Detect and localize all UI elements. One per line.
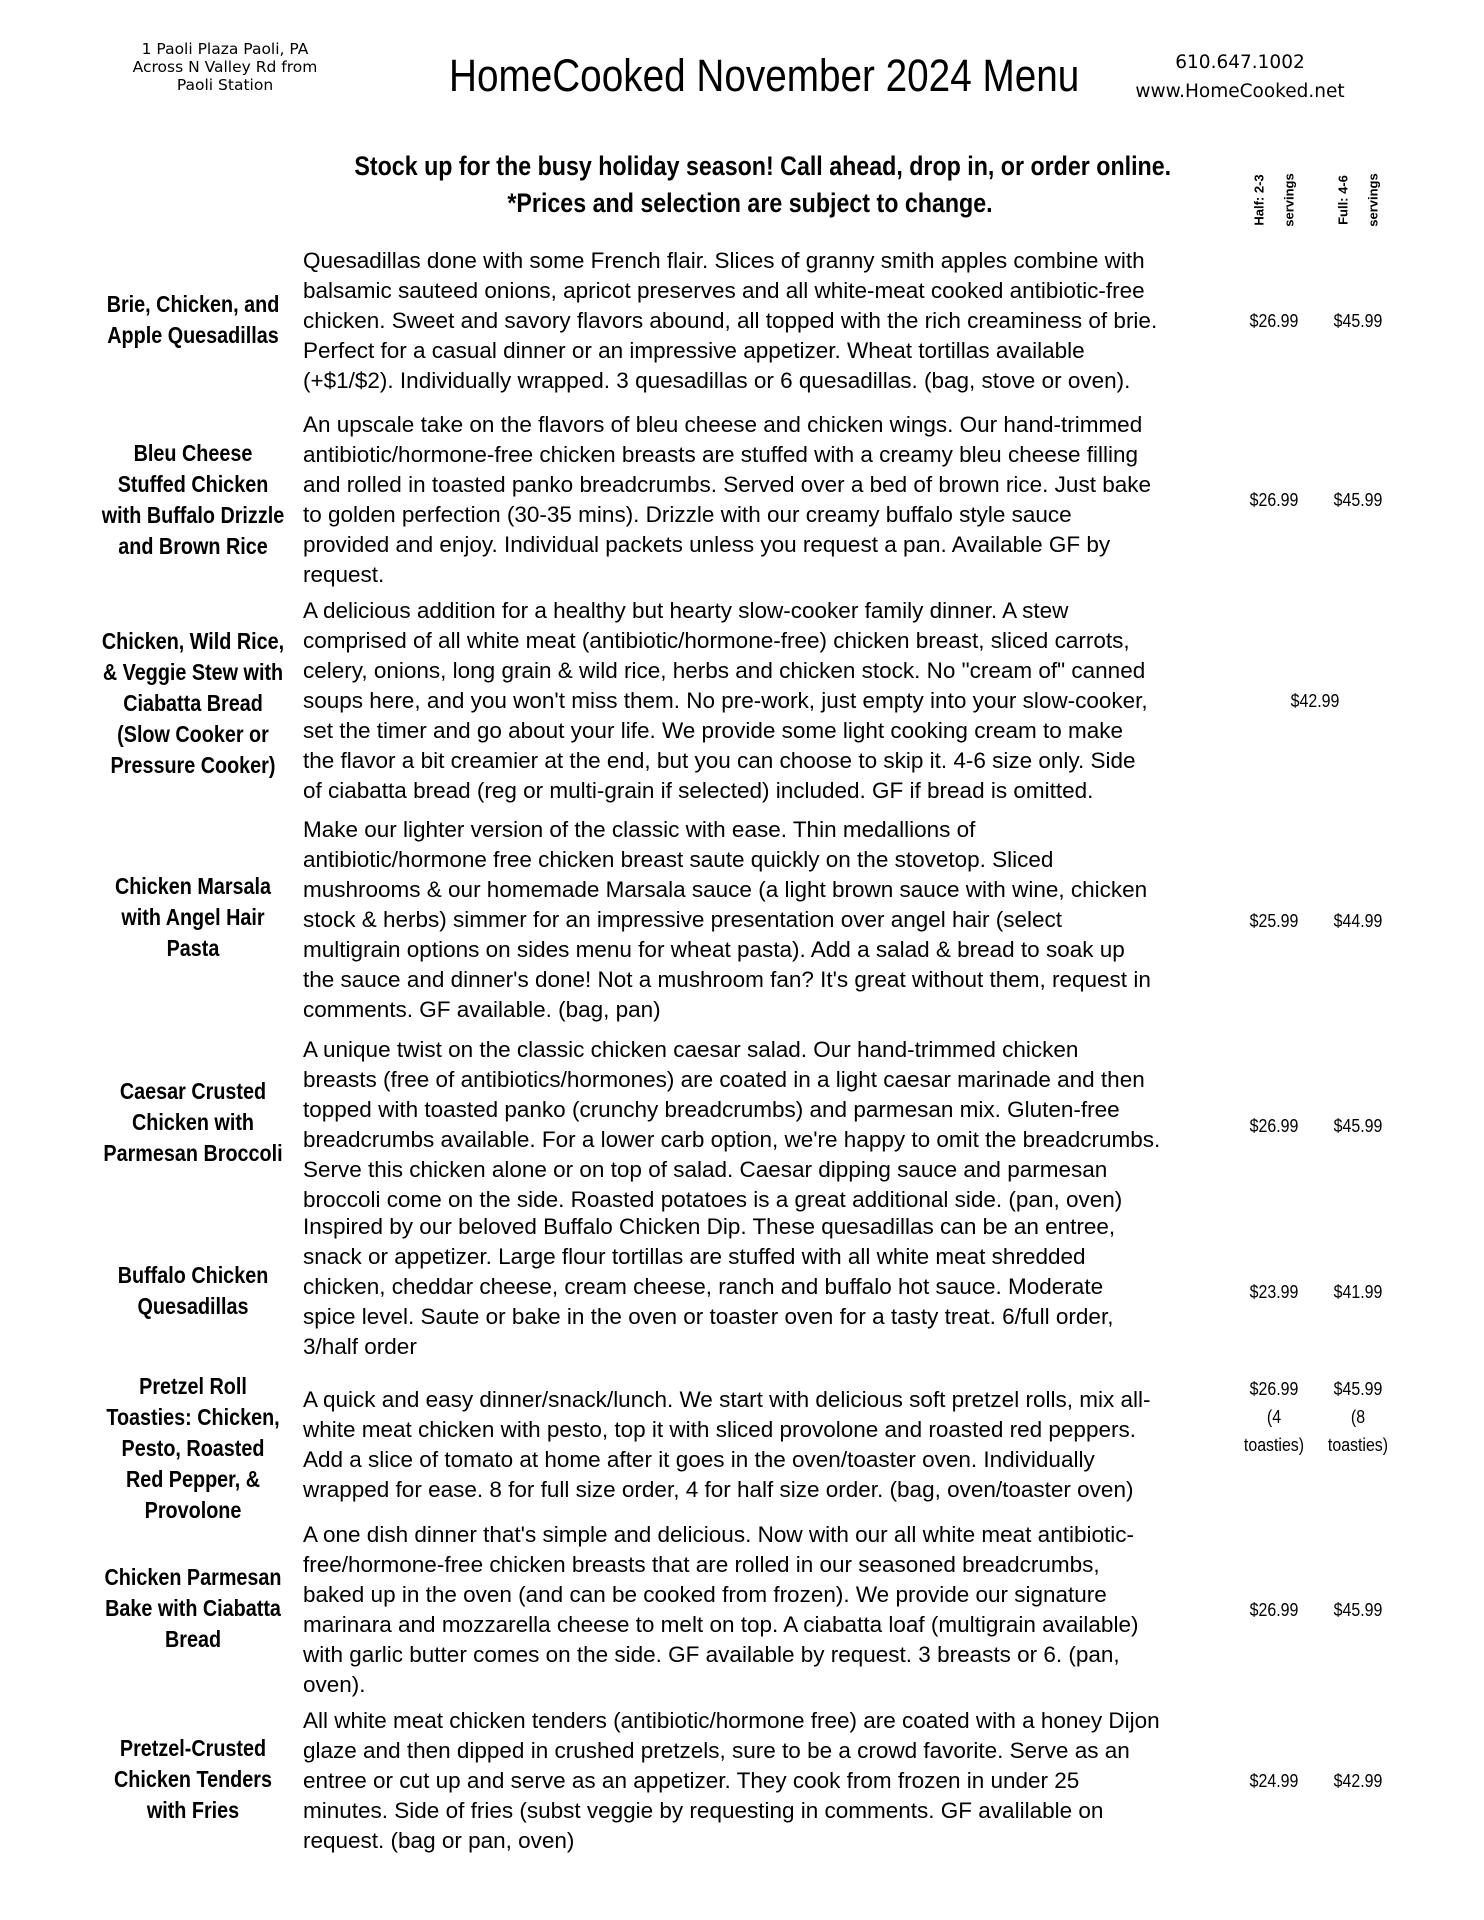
- half-price: $26.99: [1249, 1378, 1299, 1399]
- description-line: A quick and easy dinner/snack/lunch. We start with delicious soft pretzel rolls, mix all-: [303, 1387, 1151, 1412]
- description-line: chicken. Sweet and savory flavors abound, all topped with the rich creaminess of brie.: [303, 308, 1158, 333]
- description-line: chicken, cheddar cheese, cream cheese, ranch and buffalo hot sauce. Moderate: [303, 1274, 1104, 1299]
- description-line: breadcrumbs available. For a lower carb option, we're happy to omit the breadcrumbs.: [303, 1127, 1161, 1152]
- item-name: Brie, Chicken, and Apple Quesadillas: [106, 291, 280, 348]
- address-line: Paoli Station: [176, 76, 274, 94]
- description-line: minutes. Side of fries (subst veggie by requesting in comments. GF avalilable on: [303, 1798, 1104, 1823]
- store-address: [110, 40, 340, 94]
- description-line: and rolled in toasted panko breadcrumbs. Served over a bed of brown rice. Just bake: [303, 472, 1151, 497]
- half-price: $24.99: [1249, 1770, 1299, 1791]
- full-price-note: toasties): [1327, 1434, 1389, 1455]
- item-name: Buffalo Chicken Quesadillas: [117, 1262, 269, 1319]
- description-line: to golden perfection (30-35 mins). Drizzle with our creamy buffalo style sauce: [303, 502, 1072, 527]
- description-line: baked up in the oven (and can be cooked from frozen). We provide our signature: [303, 1582, 1107, 1607]
- half-price: $26.99: [1249, 489, 1299, 510]
- full-price: $45.99: [1333, 1599, 1383, 1620]
- item-name: Pretzel-Crusted Chicken Tenders with Fries: [114, 1735, 272, 1823]
- item-name: Chicken, Wild Rice, & Veggie Stew with Ciabatta Bread (Slow Cooker or Pressure Cooker): [101, 628, 285, 778]
- description-line: request. (bag or pan, oven): [303, 1828, 575, 1853]
- description-line: mushrooms & our homemade Marsala sauce (a light brown sauce with wine, chicken: [303, 877, 1148, 902]
- item-name: Bleu Cheese Stuffed Chicken with Buffalo Drizzle and Brown Rice: [101, 440, 285, 559]
- half-price-cell: [1235, 1375, 1312, 1459]
- description-line: Make our lighter version of the classic with ease. Thin medallions of: [303, 817, 976, 842]
- website-link[interactable]: www.HomeCooked.net: [1135, 81, 1345, 102]
- description-line: oven).: [303, 1672, 366, 1697]
- item-description: [303, 1218, 1283, 1360]
- half-price: $25.99: [1249, 910, 1299, 931]
- description-line: multigrain options on sides menu for wheat pasta). Add a salad & bread to soak up: [303, 937, 1125, 962]
- description-line: An upscale take on the flavors of bleu cheese and chicken wings. Our hand-trimmed: [303, 412, 1143, 437]
- description-line: topped with toasted panko (crunchy breadcrumbs) and parmesan mix. Gluten-free: [303, 1097, 1120, 1122]
- description-line: entree or cut up and serve as an appetizer. They cook from frozen in under 25: [303, 1768, 1080, 1793]
- half-price: $23.99: [1249, 1281, 1299, 1302]
- tagline-line: *Prices and selection are subject to change.: [507, 188, 993, 218]
- description-line: glaze and then dipped in crushed pretzels, sure to be a crowd favorite. Serve as an: [303, 1738, 1130, 1763]
- description-line: free/hormone-free chicken breasts that are rolled in our seasoned breadcrumbs,: [303, 1552, 1100, 1577]
- description-line: broccoli come on the side. Roasted potatoes is a great additional side. (pan, oven): [303, 1187, 1123, 1212]
- description-line: the flavor a bit creamier at the end, but you can choose to skip it. 4-6 size only. Side: [303, 748, 1136, 773]
- description-line: marinara and mozzarella cheese to melt on top. A ciabatta loaf (multigrain available): [303, 1612, 1139, 1637]
- description-line: Quesadillas done with some French flair. Slices of granny smith apples combine with: [303, 248, 1145, 273]
- description-line: antibiotic/hormone free chicken breast saute quickly on the stovetop. Sliced: [303, 847, 1054, 872]
- full-price: $42.99: [1333, 1770, 1383, 1791]
- column-header-full-line: Full: 4-6: [1335, 175, 1351, 225]
- item-description: [303, 596, 1283, 806]
- half-price: $26.99: [1249, 310, 1299, 331]
- item-name: Chicken Parmesan Bake with Ciabatta Bread: [104, 1564, 282, 1652]
- description-line: white meat chicken with pesto, top it with sliced provolone and roasted red peppers.: [303, 1417, 1136, 1442]
- tagline: [290, 148, 1210, 222]
- item-name: Pretzel Roll Toasties: Chicken, Pesto, Roasted Red Pepper, & Provolone: [106, 1373, 280, 1523]
- contact-info: [1120, 48, 1360, 106]
- item-description: [303, 1385, 1283, 1505]
- description-line: request.: [303, 562, 385, 587]
- half-price: $26.99: [1249, 1599, 1299, 1620]
- address-line: Across N Valley Rd from: [132, 58, 318, 76]
- full-price: $45.99: [1333, 489, 1383, 510]
- description-line: A unique twist on the classic chicken caesar salad. Our hand-trimmed chicken: [303, 1037, 1079, 1062]
- description-line: Inspired by our beloved Buffalo Chicken Dip. These quesadillas can be an entree,: [303, 1218, 1116, 1239]
- description-line: snack or appetizer. Large flour tortillas are stuffed with all white meat shredded: [303, 1244, 1086, 1269]
- full-price: $45.99: [1333, 1378, 1383, 1399]
- full-price-note: (8: [1350, 1406, 1366, 1427]
- address-line: 1 Paoli Plaza Paoli, PA: [141, 40, 309, 58]
- item-description: [303, 410, 1283, 590]
- description-line: the sauce and dinner's done! Not a mushroom fan? It's great without them, request in: [303, 967, 1151, 992]
- description-line: 3/half order: [303, 1334, 417, 1359]
- full-price: $45.99: [1333, 310, 1383, 331]
- half-price-note: (4: [1266, 1406, 1282, 1427]
- description-line: stock & herbs) simmer for an impressive presentation over angel hair (select: [303, 907, 1063, 932]
- item-description: [303, 1706, 1283, 1856]
- description-line: provided and enjoy. Individual packets unless you request a pan. Available GF by: [303, 532, 1111, 557]
- description-line: (+$1/$2). Individually wrapped. 3 quesadillas or 6 quesadillas. (bag, stove or oven).: [303, 368, 1131, 393]
- full-price-cell: [1319, 1375, 1396, 1459]
- description-line: Perfect for a casual dinner or an impressive appetizer. Wheat tortillas available: [303, 338, 1085, 363]
- full-price: $45.99: [1333, 1115, 1383, 1136]
- description-line: Serve this chicken alone or on top of salad. Caesar dipping sauce and parmesan: [303, 1157, 1108, 1182]
- item-name: Chicken Marsala with Angel Hair Pasta: [114, 873, 272, 961]
- phone-number: 610.647.1002: [1175, 52, 1305, 73]
- description-line: wrapped for ease. 8 for full size order, 4 for half size order. (bag, oven/toaster oven): [303, 1477, 1134, 1502]
- description-line: A one dish dinner that's simple and delicious. Now with our all white meat antibiotic-: [303, 1522, 1134, 1547]
- description-line: spice level. Saute or bake in the oven or toaster oven for a tasty treat. 6/full order,: [303, 1304, 1114, 1329]
- description-line: of ciabatta bread (reg or multi-grain if selected) included. GF if bread is omitted.: [303, 778, 1094, 803]
- description-line: with garlic butter comes on the side. GF available by request. 3 breasts or 6. (pan,: [303, 1642, 1120, 1667]
- half-price: $26.99: [1249, 1115, 1299, 1136]
- single-price: $42.99: [1290, 690, 1340, 711]
- column-header-full: [1313, 170, 1403, 230]
- full-price: $41.99: [1333, 1281, 1383, 1302]
- description-line: set the timer and go about your life. We provide some light cooking cream to make: [303, 718, 1123, 743]
- description-line: celery, onions, long grain & wild rice, herbs and chicken stock. No "cream of" canned: [303, 658, 1146, 683]
- description-line: soups here, and you won't miss them. No pre-work, just empty into your slow-cooker,: [303, 688, 1148, 713]
- column-header-half: [1229, 170, 1319, 230]
- description-line: balsamic sauteed onions, apricot preserves and all white-meat cooked antibiotic-free: [303, 278, 1145, 303]
- item-description: [303, 1520, 1283, 1700]
- description-line: antibiotic/hormone-free chicken breasts are stuffed with a creamy bleu cheese filling: [303, 442, 1139, 467]
- page-title: HomeCooked November 2024 Menu: [449, 50, 1080, 101]
- column-header-full-line: servings: [1365, 173, 1381, 227]
- description-line: Add a slice of tomato at home after it goes in the oven/toaster oven. Individually: [303, 1447, 1095, 1472]
- description-line: All white meat chicken tenders (antibiotic/hormone free) are coated with a honey Dijon: [303, 1708, 1160, 1733]
- description-line: comments. GF available. (bag, pan): [303, 997, 661, 1022]
- tagline-line: Stock up for the busy holiday season! Call ahead, drop in, or order online.: [354, 151, 1172, 181]
- item-description: [303, 1035, 1283, 1215]
- full-price: $44.99: [1333, 910, 1383, 931]
- description-line: breasts (free of antibiotics/hormones) are coated in a light caesar marinade and then: [303, 1067, 1145, 1092]
- description-line: A delicious addition for a healthy but hearty slow-cooker family dinner. A stew: [303, 598, 1069, 623]
- item-description: [303, 246, 1283, 396]
- item-description: [303, 815, 1283, 1025]
- column-header-half-line: servings: [1281, 173, 1297, 227]
- column-header-half-line: Half: 2-3: [1251, 174, 1267, 226]
- item-name: Caesar Crusted Chicken with Parmesan Broccoli: [103, 1078, 283, 1166]
- description-line: comprised of all white meat (antibiotic/hormone-free) chicken breast, sliced carrots,: [303, 628, 1130, 653]
- half-price-note: toasties): [1243, 1434, 1305, 1455]
